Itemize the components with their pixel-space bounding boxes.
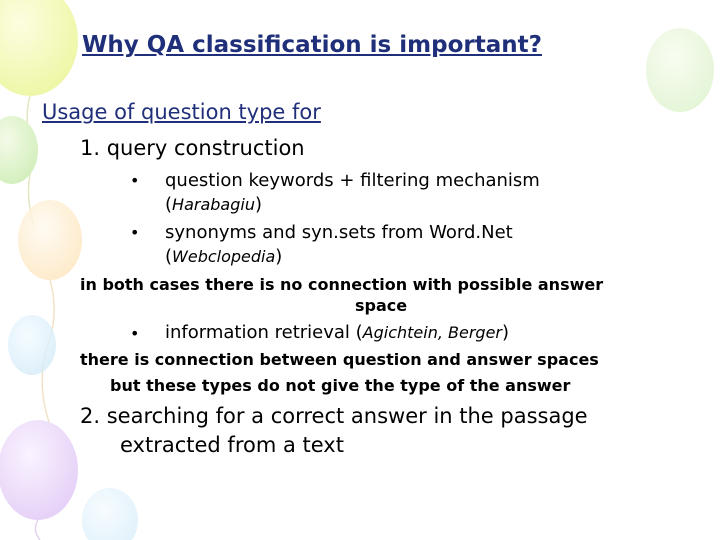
slide-title: Why QA classification is important? <box>82 32 542 58</box>
note-line: space <box>355 296 408 315</box>
list-item-2-continuation: extracted from a text <box>120 433 344 457</box>
note-line: in both cases there is no connection with possible answer <box>80 275 604 294</box>
note-line: but these types do not give the type of the answer <box>110 376 571 395</box>
bullet-icon: • <box>130 171 140 190</box>
bullet-text: information retrieval (Agichtein, Berger) <box>165 322 510 343</box>
bullet-citation: (Webclopedia) <box>165 246 283 267</box>
note-line: there is connection between question and answer spaces <box>80 350 599 369</box>
bullet-icon: • <box>130 223 140 242</box>
bullet-icon: • <box>130 324 140 343</box>
bullet-citation: (Harabagiu) <box>165 194 262 215</box>
intro-line: Usage of question type for <box>42 100 321 124</box>
list-item-2: 2. searching for a correct answer in the passage <box>80 404 588 428</box>
bullet-text: question keywords + filtering mechanism <box>165 170 540 191</box>
bullet-text: synonyms and syn.sets from Word.Net <box>165 222 513 243</box>
list-item-1: 1. query construction <box>80 136 305 160</box>
